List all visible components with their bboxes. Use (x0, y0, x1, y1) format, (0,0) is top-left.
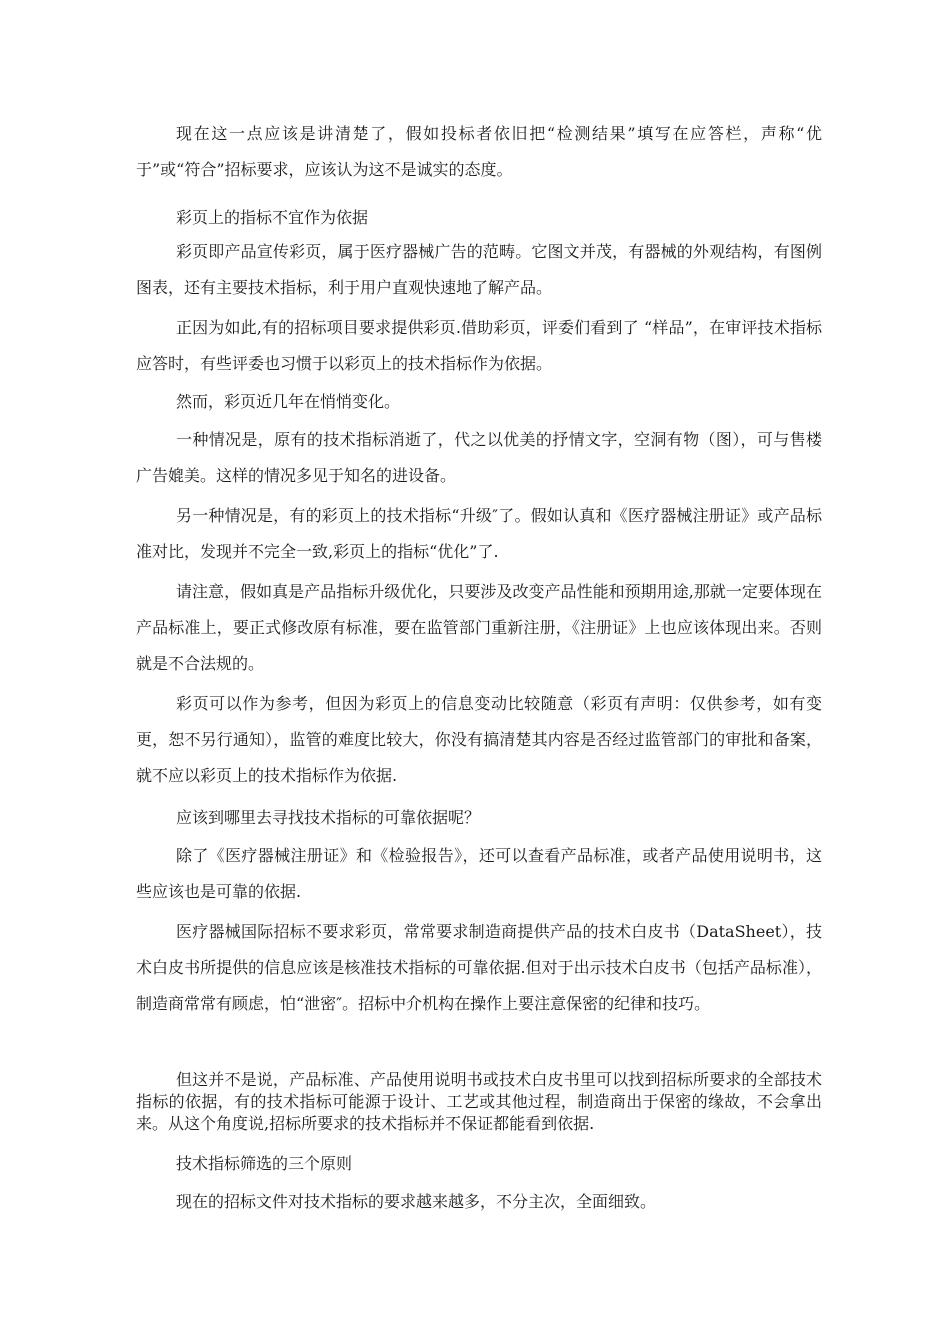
paragraph-brochure-definition: 彩页即产品宣传彩页，属于医疗器械广告的范畴。它图文并茂，有器械的外观结构，有图例图表，还有主要技术指标，利于用户直观快速地了解产品。 (136, 242, 822, 297)
paragraph-reference-only: 彩页可以作为参考，但因为彩页上的信息变动比较随意（彩页有声明：仅供参考，如有变更，恕不另行通知），监管的难度比较大，你没有搞清楚其内容是否经过监管部门的审批和备案，就不应以彩页上的技术指标作为依据. (136, 694, 822, 785)
paragraph-honesty: 现在这一点应该是讲清楚了，假如投标者依旧把“检测结果”填写在应答栏，声称“优于”或“符合”招标要求，应该认为这不是诚实的态度。 (136, 124, 822, 179)
paragraph-notice: 请注意，假如真是产品指标升级优化，只要涉及改变产品性能和预期用途,那就一定要体现在产品标准上，要正式修改原有标准，要在监管部门重新注册，《注册证》上也应该体现出来。否则就是不合法规的。 (136, 582, 822, 673)
paragraph-brochure-usage: 正因为如此,有的招标项目要求提供彩页.借助彩页，评委们看到了 “样品”，在审评技术指标应答时，有些评委也习惯于以彩页上的技术指标作为依据。 (136, 318, 822, 373)
paragraph-question: 应该到哪里去寻找技术指标的可靠依据呢？ (176, 808, 481, 827)
heading-three-principles: 技术指标筛选的三个原则 (176, 1154, 353, 1173)
paragraph-case-one: 一种情况是，原有的技术指标消逝了，代之以优美的抒情文字，空洞有物（图），可与售楼广告媲美。这样的情况多见于知名的进设备。 (136, 430, 822, 485)
paragraph-current-requirements: 现在的招标文件对技术指标的要求越来越多，不分主次，全面细致。 (176, 1192, 657, 1211)
paragraph-case-two: 另一种情况是，有的彩页上的技术指标“升级″了。假如认真和《医疗器械注册证》或产品标准对比，发现并不完全一致,彩页上的指标“优化”了. (136, 506, 822, 561)
paragraph-reliable-basis: 除了《医疗器械注册证》和《检验报告》，还可以查看产品标准，或者产品使用说明书，这些应该也是可靠的依据. (136, 846, 822, 901)
paragraph-brochure-change: 然而，彩页近几年在悄悄变化。 (176, 392, 401, 411)
paragraph-datasheet: 医疗器械国际招标不要求彩页，常常要求制造商提供产品的技术白皮书（DataSheet），技术白皮书所提供的信息应该是核准技术指标的可靠依据.但对于出示技术白皮书（包括产品标准），制造商常常有顾虑，怕“泄密″。招标中介机构在操作上要注意保密的纪律和技巧。 (136, 922, 822, 1013)
paragraph-not-all-found: 但这并不是说，产品标准、产品使用说明书或技术白皮书里可以找到招标所要求的全部技术指标的依据，有的技术指标可能源于设计、工艺或其他过程，制造商出于保密的缘故，不会拿出来。从这个角度说,招标所要求的技术指标并不保证都能看到依据. (136, 1070, 822, 1133)
heading-brochure-not-basis: 彩页上的指标不宜作为依据 (176, 208, 369, 227)
